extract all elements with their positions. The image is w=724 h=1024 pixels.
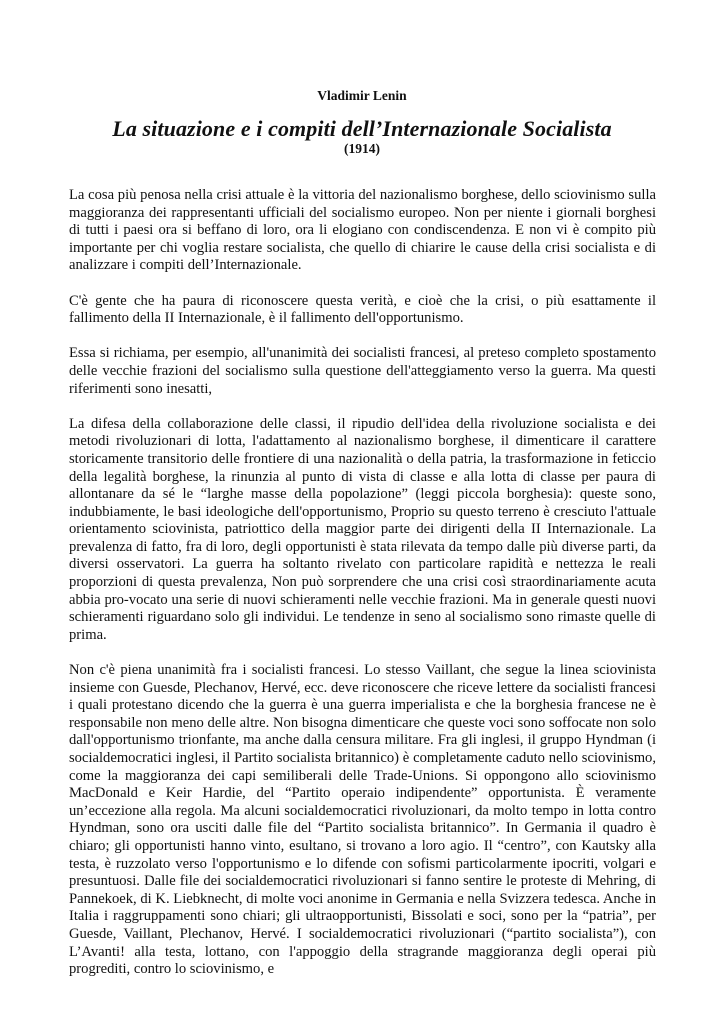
paragraph: C'è gente che ha paura di riconoscere questa verità, e cioè che la crisi, o più esattamente il fallimento della II Internazionale, è il fallimento dell'opportunismo. [69, 292, 656, 327]
document-body [69, 187, 656, 996]
document-year: (1914) [344, 141, 380, 156]
paragraph: Non c'è piena unanimità fra i socialisti francesi. Lo stesso Vaillant, che segue la linea sciovinista insieme con Guesde, Plechanov, Hervé, ecc. deve riconoscere che riceve lettere da socialisti francesi i quali protestano dicendo che la guerra è una guerra imperialista e che la borghesia francese ne è responsabile non meno delle altre. Non bisogna dimenticare che queste voci sono soffocate non solo dall'opportunismo trionfante, ma anche dalla censura militare. Fra gli inglesi, il gruppo Hyndman (i socialdemocratici inglesi, il Partito socialista britannico) è completamente caduto nello sciovinismo, come la maggioranza dei capi semiliberali delle Trade-Unions. Si oppongono allo sciovinismo MacDonald e Keir Hardie, del “Partito operaio indipendente” opportunista. È veramente un’eccezione alla regola. Ma alcuni socialdemocratici rivoluzionari, da molto tempo in lotta contro Hyndman, sono ora usciti dalle file del “Partito socialista britannico”. In Germania il quadro è chiaro; gli opportunisti hanno vinto, esultano, si trovano a loro agio. Il “centro”, con Kautsky alla testa, è ruzzolato verso l'opportunismo e lo difende con sofismi particolarmente ipocriti, volgari e presuntuosi. Dalle file dei socialdemocratici rivoluzionari si fanno sentire le proteste di Mehring, di Pannekoek, di K. Liebknecht, di molte voci anonime in Germania e nella Svizzera tedesca. Anche in Italia i raggruppamenti sono chiari; gli ultraopportunisti, Bissolati e soci, sono per la “patria”, per Guesde, Vaillant, Plechanov, Hervé. I socialdemocratici rivoluzionari (“partito socialista”), con L’Avanti! alla testa, lottano, con l'appoggio della stragrande maggioranza degli operai più progrediti, contro lo sciovinismo, e [69, 662, 656, 978]
document-title: La situazione e i compiti dell’Internazionale Socialista [112, 116, 612, 141]
paragraph: La cosa più penosa nella crisi attuale è la vittoria del nazionalismo borghese, dello sciovinismo sulla maggioranza dei rappresentanti ufficiali del socialismo europeo. Non per niente i giornali borghesi di tutti i paesi ora si beffano di loro, ora li elogiano con condiscendenza. E non vi è compito più importante per chi voglia restare socialista, che quello di chiarire le cause della crisi socialista e di analizzare i compiti dell’Internazionale. [69, 187, 656, 274]
author-name: Vladimir Lenin [317, 88, 407, 103]
paragraph: La difesa della collaborazione delle classi, il ripudio dell'idea della rivoluzione socialista e dei metodi rivoluzionari di lotta, l'adattamento al nazionalismo borghese, il dimenticare il carattere storicamente transitorio delle frontiere di una nazionalità o della patria, la trasformazione in feticcio della legalità borghese, la rinunzia al punto di vista di classe e alla lotta di classe per paura di allontanare da sé le “larghe masse della popolazione” (leggi piccola borghesia): queste sono, indubbiamente, le basi ideologiche dell'opportunismo, Proprio su questo terreno è cresciuto l'attuale orientamento sciovinista, patriottico della maggior parte dei dirigenti della II Internazionale. La prevalenza di fatto, fra di loro, degli opportunisti è stata rilevata da tempo dalle più diverse parti, da diversi osservatori. La guerra ha soltanto rivelato con particolare rapidità e nettezza le reali proporzioni di questa prevalenza, Non può sorprendere che una crisi così straordinariamente acuta abbia pro-vocato una serie di nuovi schieramenti nelle vecchie frazioni. Ma in generale questi nuovi schieramenti riguardano solo gli individui. Le tendenze in seno al socialismo sono rimaste quelle di prima. [69, 415, 656, 643]
paragraph: Essa si richiama, per esempio, all'unanimità dei socialisti francesi, al preteso completo spostamento delle vecchie frazioni del socialismo sulla questione dell'atteggiamento verso la guerra. Ma questi riferimenti sono inesatti, [69, 345, 656, 397]
